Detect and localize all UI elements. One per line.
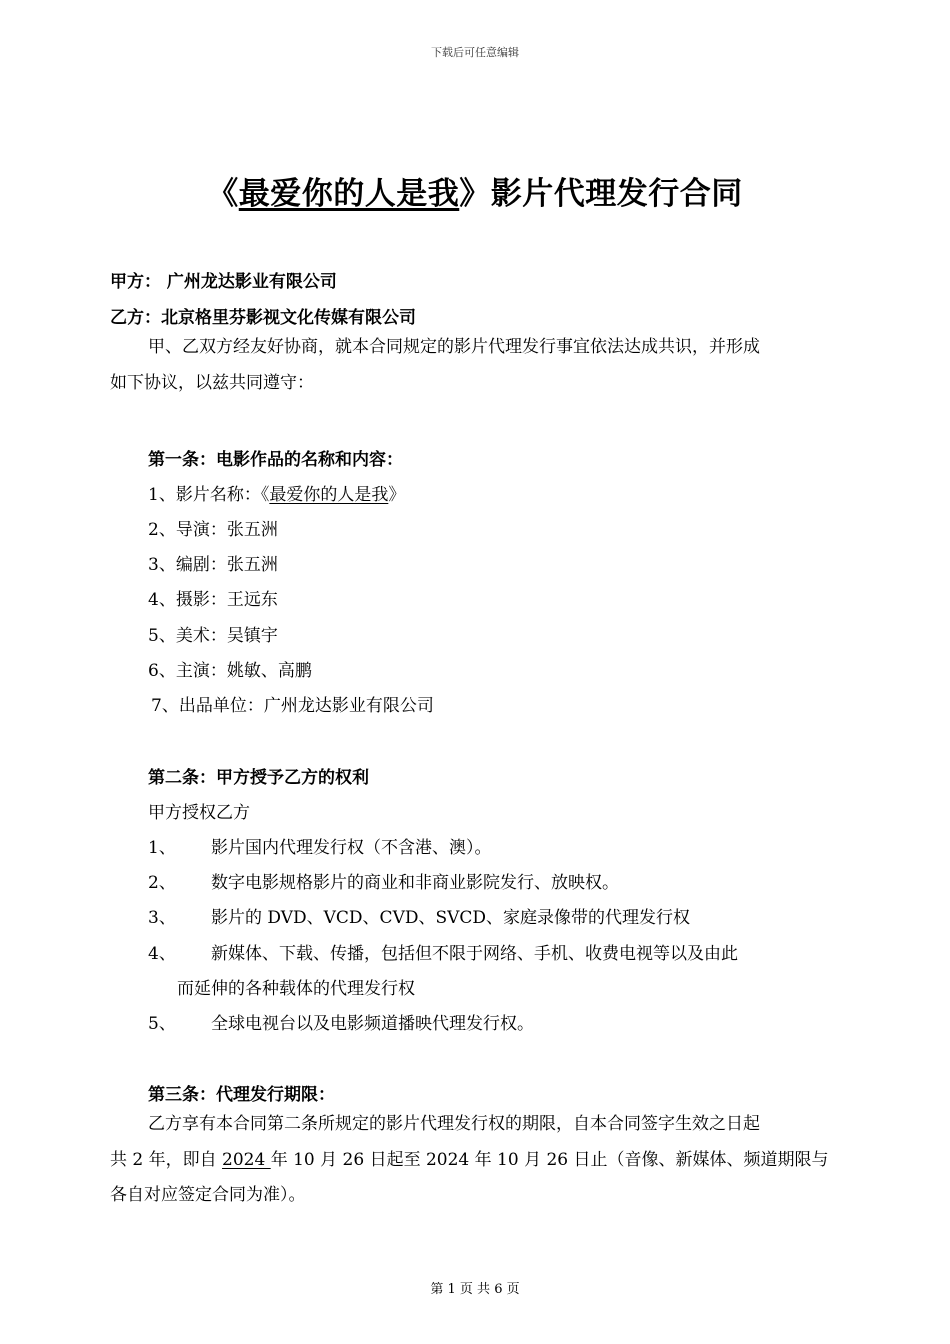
article-2-item-number: 5、	[148, 1014, 176, 1034]
party-a: 甲方： 广州龙达影业有限公司	[110, 272, 337, 292]
article-1-item: 5、美术：吴镇宇	[148, 626, 278, 646]
film-prefix: 1、影片名称：《	[148, 485, 270, 505]
article-1-item: 4、摄影：王远东	[148, 590, 278, 610]
page-number: 第 1 页 共 6 页	[430, 1282, 520, 1297]
article-2-item-number: 1、	[148, 838, 176, 858]
intro-line-1: 甲、乙双方经友好协商，就本合同规定的影片代理发行事宜依法达成共识，并形成	[148, 337, 760, 357]
film-suffix: 》	[388, 485, 406, 505]
period-start-year: 2024	[222, 1150, 271, 1170]
title-film-name: 最爱你的人是我	[238, 176, 460, 212]
article-3-line-2	[110, 1151, 829, 1169]
article-1-item-film	[148, 480, 405, 505]
article-2-item-number: 4、	[148, 944, 176, 964]
article-3-line-1: 乙方享有本合同第二条所规定的影片代理发行权的期限，自本合同签字生效之日起	[148, 1114, 760, 1134]
article-2-item-text: 影片国内代理发行权（不含港、澳）。	[211, 838, 492, 858]
article-1-heading: 第一条：电影作品的名称和内容：	[148, 450, 403, 470]
article-2-heading: 第二条：甲方授予乙方的权利	[148, 768, 369, 788]
film-name: 最爱你的人是我	[269, 485, 389, 505]
intro-line-2: 如下协议，以兹共同遵守：	[110, 373, 314, 393]
article-1-item: 2、导演：张五洲	[148, 520, 278, 540]
party-b: 乙方：北京格里芬影视文化传媒有限公司	[110, 308, 416, 328]
period-text-a: 共 2 年，即自	[110, 1150, 223, 1170]
period-text-b: 年 10 月 26 日起至 2024 年 10 月 26 日止（音像、新媒体、频道期限与	[270, 1150, 829, 1170]
article-2-item-text: 影片的 DVD、VCD、CVD、SVCD、家庭录像带的代理发行权	[211, 908, 691, 928]
article-2-item-text: 全球电视台以及电影频道播映代理发行权。	[211, 1014, 534, 1034]
title-close: 》影片代理发行合同	[459, 176, 743, 212]
article-1-item: 6、主演：姚敏、高鹏	[148, 661, 312, 681]
article-2-item-text: 数字电影规格影片的商业和非商业影院发行、放映权。	[211, 873, 619, 893]
article-1-item: 7、出品单位：广州龙达影业有限公司	[151, 696, 434, 716]
article-2-lead: 甲方授权乙方	[148, 803, 250, 823]
article-1-item: 3、编剧：张五洲	[148, 555, 278, 575]
article-3-heading: 第三条：代理发行期限：	[148, 1085, 335, 1105]
article-2-item-number: 3、	[148, 908, 176, 928]
document-title	[0, 168, 950, 213]
title-open: 《	[207, 176, 239, 212]
article-2-item-4-continuation: 而延伸的各种载体的代理发行权	[177, 979, 415, 999]
article-2-item-number: 2、	[148, 873, 176, 893]
article-2-item-text: 新媒体、下载、传播，包括但不限于网络、手机、收费电视等以及由此	[211, 944, 738, 964]
article-3-line-3: 各自对应签定合同为准）。	[110, 1185, 306, 1205]
page-header-note: 下载后可任意编辑	[431, 46, 519, 59]
